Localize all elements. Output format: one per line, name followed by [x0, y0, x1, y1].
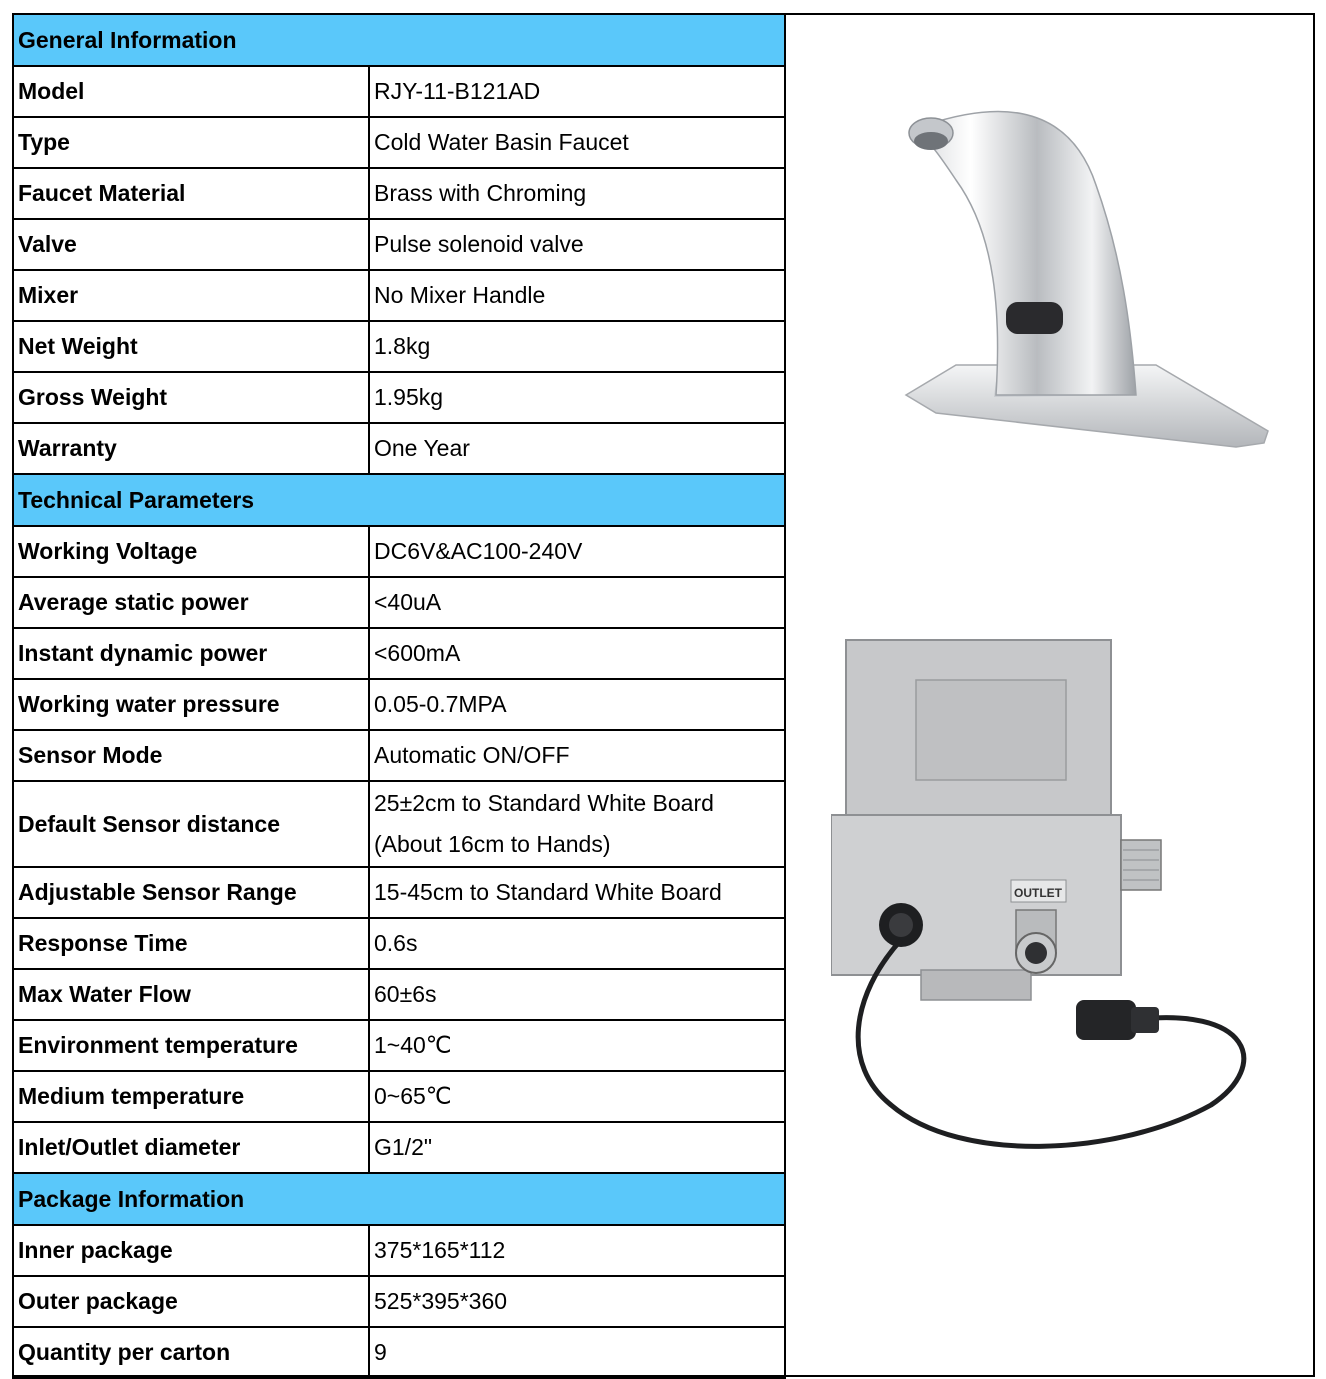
- row-value: <600mA: [369, 628, 785, 679]
- row-label: Net Weight: [13, 321, 369, 372]
- table-row: [13, 219, 785, 270]
- row-label: Max Water Flow: [13, 969, 369, 1020]
- row-label: Working Voltage: [13, 526, 369, 577]
- row-value: 375*165*112: [369, 1225, 785, 1276]
- row-value: Brass with Chroming: [369, 168, 785, 219]
- table-row: [13, 577, 785, 628]
- row-value: One Year: [369, 423, 785, 474]
- row-label: Sensor Mode: [13, 730, 369, 781]
- row-value: 1.95kg: [369, 372, 785, 423]
- table-row: [13, 628, 785, 679]
- sensor-faucet-photo-icon: [896, 65, 1276, 475]
- row-value: Automatic ON/OFF: [369, 730, 785, 781]
- table-row: [13, 867, 785, 918]
- row-label: Adjustable Sensor Range: [13, 867, 369, 918]
- row-value: RJY-11-B121AD: [369, 66, 785, 117]
- control-box-photo-icon: [831, 635, 1281, 1175]
- row-label: Valve: [13, 219, 369, 270]
- table-row: [13, 423, 785, 474]
- row-value-line: (About 16cm to Hands): [374, 831, 611, 857]
- row-label: Default Sensor distance: [13, 781, 369, 867]
- section-header-technical: Technical Parameters: [13, 474, 785, 526]
- table-row: [13, 526, 785, 577]
- spec-table: [12, 13, 786, 1379]
- table-row: [13, 969, 785, 1020]
- table-row: [13, 117, 785, 168]
- table-row: [13, 168, 785, 219]
- row-value: 9: [369, 1327, 785, 1378]
- row-value: G1/2": [369, 1122, 785, 1173]
- table-row: [13, 1225, 785, 1276]
- row-value: 525*395*360: [369, 1276, 785, 1327]
- row-value: [369, 781, 785, 867]
- table-row: [13, 730, 785, 781]
- row-label: Mixer: [13, 270, 369, 321]
- row-value: No Mixer Handle: [369, 270, 785, 321]
- table-row: [13, 679, 785, 730]
- row-value: 0.05-0.7MPA: [369, 679, 785, 730]
- row-value: 0.6s: [369, 918, 785, 969]
- table-row: [13, 270, 785, 321]
- row-value: DC6V&AC100-240V: [369, 526, 785, 577]
- table-row: [13, 918, 785, 969]
- row-label: Inner package: [13, 1225, 369, 1276]
- table-row: [13, 1276, 785, 1327]
- table-row: [13, 1071, 785, 1122]
- row-label: Average static power: [13, 577, 369, 628]
- row-label: Warranty: [13, 423, 369, 474]
- row-label: Faucet Material: [13, 168, 369, 219]
- section-header-general: General Information: [13, 14, 785, 66]
- table-row: [13, 66, 785, 117]
- row-label: Inlet/Outlet diameter: [13, 1122, 369, 1173]
- outlet-label: OUTLET: [1014, 886, 1062, 900]
- row-label: Model: [13, 66, 369, 117]
- row-value: 15-45cm to Standard White Board: [369, 867, 785, 918]
- product-images: [786, 15, 1313, 1375]
- section-header-package: Package Information: [13, 1173, 785, 1225]
- row-label: Gross Weight: [13, 372, 369, 423]
- row-value: 60±6s: [369, 969, 785, 1020]
- table-row: [13, 321, 785, 372]
- row-value: <40uA: [369, 577, 785, 628]
- row-label: Instant dynamic power: [13, 628, 369, 679]
- row-label: Medium temperature: [13, 1071, 369, 1122]
- table-row: [13, 372, 785, 423]
- row-label: Response Time: [13, 918, 369, 969]
- table-row: [13, 1122, 785, 1173]
- row-value: 1~40℃: [369, 1020, 785, 1071]
- table-row: [13, 1020, 785, 1071]
- row-label: Outer package: [13, 1276, 369, 1327]
- row-label: Quantity per carton: [13, 1327, 369, 1378]
- table-row: [13, 781, 785, 867]
- row-value: Cold Water Basin Faucet: [369, 117, 785, 168]
- row-value: Pulse solenoid valve: [369, 219, 785, 270]
- row-value: 1.8kg: [369, 321, 785, 372]
- row-label: Type: [13, 117, 369, 168]
- row-label: Environment temperature: [13, 1020, 369, 1071]
- row-label: Working water pressure: [13, 679, 369, 730]
- row-value: 0~65℃: [369, 1071, 785, 1122]
- row-value-line: 25±2cm to Standard White Board: [374, 790, 714, 816]
- table-row: [13, 1327, 785, 1378]
